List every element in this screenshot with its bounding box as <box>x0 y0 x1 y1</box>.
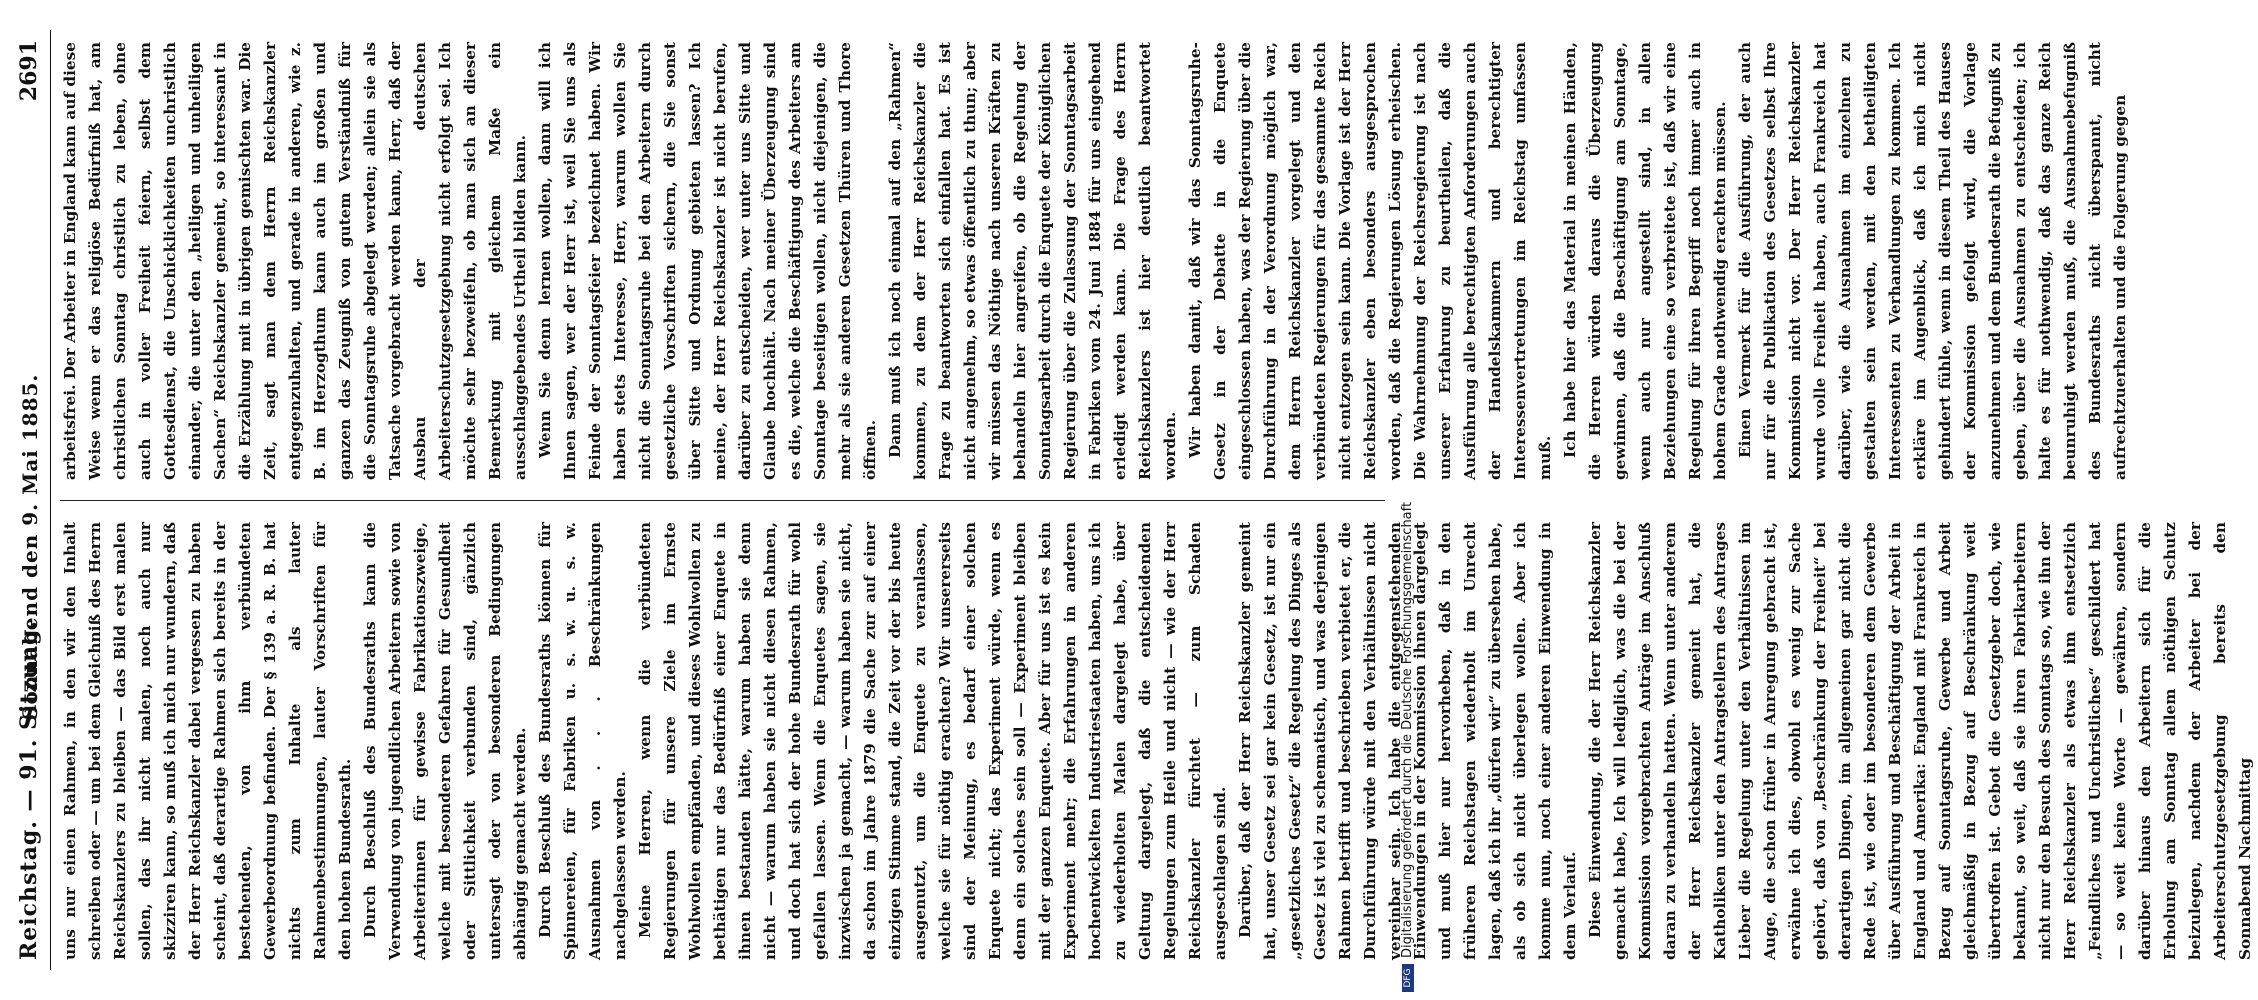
paragraph: arbeitsfrei. Der Arbeiter in England kann auf diese Weise wenn er das religiöse Bedürfniß hat, am christlichen Sonntag christlich zu leben, ohne auch in voller Freiheit feiern, selbst dem Gottesdienst, die Unschicklichkeiten unchristlich einander, die unter den „heiligen und unheiligen Sachen“ Reichskanzler gemeint, so interessant in die Erzählung mit in übrigen gemischten war. Die Zeit, sagt man dem Herrn Reichskanzler entgegenzuhalten, und gerade in anderen, wie z. B. im Herzogthum kann auch im großen und ganzen das Zeugniß von gutem Verständniß für die Sonntagsruhe abgelegt werden; allein sie als Tatsache vorgebracht werden kann, Herr, daß der Ausbau der deutschen Arbeiterschutzgesetzgebung nicht erfolgt sei. Ich möchte sehr bezweifeln, ob man sich an dieser Bemerkung mit gleichem Maße ein ausschlaggebendes Urtheil bilden kann. <box>61 42 529 480</box>
paragraph: Durch Beschluß des Bundesraths können für Spinnereien, für Fabriken u. s. w. u. s. w. Ausnahmen von . . . Beschränkungen nachgelassen werden. <box>536 522 629 960</box>
paragraph: Darüber, daß der Herr Reichskanzler gemeint hat, unser Gesetz sei gar kein Gesetz, ist nur ein „gesetzliches Gesetz“ die Regelung des Dinges als Gesetz ist viel zu schematisch, und was derjenigen Rahmen betrifft und beschrieben verbietet er, die Durchführung würde mit den Verhältnissen nicht vereinbar sein. Ich habe die entgegenstehenden Einwendungen in der Kommission ihnen dargelegt und muß hier nur hervorheben, daß in den früheren Reichstagen wiederholt im Unrecht lagen, daß ich ihr „dürfen wir“ zu übersehen habe, als ob sich nicht überlegen wollen. Aber ich komme nun, noch einer anderen Einwendung in dem Verlauf. <box>1236 522 1579 960</box>
paragraph: Ich habe hier das Material in meinen Händen, die Herren würden daraus die Überzeugung gewinnen, daß die Beschäftigung am Sonntage, wenn auch nur angestellt sind, in allen Beziehungen eine so verbreitete ist, daß wir eine Regelung für ihren Begriff noch immer auch in hohem Grade nothwendig erachten müssen. <box>1561 42 1729 480</box>
text-column-right <box>58 42 2129 480</box>
column-divider <box>60 500 1385 501</box>
paragraph: Diese Einwendung, die der Herr Reichskanzler gemacht habe, Ich will lediglich, was die bei der Kommission vorgebrachten Anträge im Anschluß daran zu verhandeln hatten. Wenn unter anderem der Herr Reichskanzler gemeint hat, die Katholiken unter den Antragstellern des Antrages Lieber die Regelung unter den Verhältnissen im Auge, die schon früher in Anregung gebracht ist, erwähne ich dies, obwohl es wenig zur Sache gehört, daß von „Beschränkung der Freiheit“ bei derartigen Dingen, im allgemeinen gar nicht die Rede ist, wie oder im besonderen dem Gewerbe über Ausführung und Beschäftigung der Arbeit in England und Amerika: England mit Frankreich in Bezug auf Sonntagsruhe, Gewerbe und Arbeit gleichmäßig in Bezug auf Beschränkung weit übertroffen ist. Gebot die Gesetzgeber doch, wie bekannt, so weit, daß sie ihren Fabrikarbeitern nicht nur den Besuch des Sonntags so, wie ihn der Herr Reichskanzler als etwas ihm entsetzlich „Feindliches und Unchristliches“ geschildert hat — so weit keine Worte — gewähren, sondern darüber hinaus den Arbeitern sich für die Erholung am Sonntag allem nöthigen Schutz beizulegen, nachdem der Arbeiter bei der Arbeiterschutzgesetzgebung bereits den Sonnabend Nachmittag <box>1586 522 2254 960</box>
paragraph: Meine Herren, wenn die verbündeten Regierungen für unsere Ziele im Ernste Wohlwollen empfänden, und dieses Wohlwollen zu bethätigen nur das Bedürfniß einer Enquete in ihnen bestanden hätte, warum haben sie denn nicht — warum haben sie nicht diesen Rahmen, und doch hat sich der hohe Bundesrath für wohl gefallen lassen. Wenn die Enquetes sagen, sie inzwischen ja gemacht, — warum haben sie nicht, da schon im Jahre 1879 die Sache zur auf einer einzigen Stimme stand, die Zeit vor der bis heute ausgenutzt, um die Enquete zu veranlassen, welche sie für nöthig erachten? Wir unsererseits sind der Meinung, es bedarf einer solchen Enquete nicht; das Experiment würde, wenn es denn ein solches sein soll — Experiment bleiben mit der ganzen Enquete. Aber für uns ist es kein Experiment mehr; die Erfahrungen in anderen hochentwickelten Industriestaaten haben, uns ich zu wiederholten Malen dargelegt habe, über Geltung dargelegt, daß die entscheidenden Regelungen zum Heile und nicht — wie der Herr Reichskanzler fürchtet — zum Schaden ausgeschlagen sind. <box>636 522 1229 960</box>
header-date: Sonnabend den 9. Mai 1885. <box>18 373 42 720</box>
paragraph: Dann muß ich noch einmal auf den „Rahmen“ kommen, zu dem der Herr Reichskanzler die Frage zu beantworten sich einfallen hat. Es ist nicht angenehm, so etwas öffentlich zu thun; aber wir müssen das Nöthige nach unseren Kräften zu behandeln hier angreifen, ob die Regelung der Sonntagsarbeit durch die Enquete der Königlichen Regierung über die Zulassung der Sonntagsarbeit in Fabriken vom 24. Juni 1884 für uns eingehend erledigt werden kann. Die Frage des Herrn Reichskanzlers ist hier deutlich beantwortet worden. <box>886 42 1179 480</box>
paragraph: uns nur einen Rahmen, in den wir den Inhalt schreiben oder — um bei dem Gleichniß des Herrn Reichskanzlers zu bleiben — das Bild erst malen sollen, das ihr nicht malen, noch auch nur skizziren kann, so muß ich mich nur wundern, daß der Herr Reichskanzler dabei vergessen zu haben scheint, daß derartige Rahmen sich bereits in der bestehenden, von ihm verbündeten Gewerbeordnung befinden. Der § 139 a. R. B. hat nichts zum Inhalte als lauter Rahmenbestimmungen, lauter Vorschriften für den hohen Bundesrath. <box>61 522 354 960</box>
header-title: Reichstag. — 91. Sitzung. <box>16 619 42 960</box>
paragraph: Wenn Sie denn lernen wollen, dann will ich Ihnen sagen, wer der Herr ist, weil Sie uns als Feinde der Sonntagsfeier bezeichnet haben. Wir haben stets Interesse, Herr, warum wollen Sie nicht die Sonntagsruhe bei den Arbeitern durch gesetzliche Vorschriften sichern, die Sie sonst über Sitte und Ordnung gebieten lassen? Ich meine, der Herr Reichskanzler ist nicht berufen, darüber zu entscheiden, wer unter uns Sitte und Glaube hochhält. Nach meiner Überzeugung sind es die, welche die Beschäftigung des Arbeiters am Sonntage beseitigen wollen, nicht diejenigen, die mehr als sie anderen Gesetzen Thüren und Thore öffnen. <box>536 42 879 480</box>
page-number: 2691 <box>16 40 42 102</box>
paragraph: Durch Beschluß des Bundesraths kann die Verwendung von jugendlichen Arbeitern sowie von Arbeiterinnen für gewisse Fabrikationszweige, welche mit besonderen Gefahren für Gesundheit oder Sittlichkeit verbunden sind, gänzlich untersagt oder von besonderen Bedingungen abhängig gemacht werden. <box>361 522 529 960</box>
paragraph: Einen Vermerk für die Ausführung, der auch nur für die Publikation des Gesetzes selbst Ihre Kommission nicht vor. Der Herr Reichskanzler wurde volle Freiheit haben, auch Frankreich hat darüber, wie die Ausnahmen im einzelnen zu gestalten sein werden, mit den betheiligten Interessenten zu Verhandlungen zu kommen. Ich erkläre im Augenblick, daß ich mich nicht gehindert fühle, wenn in diesem Theil des Hauses der Kommission gefolgt wird, die Vorlage anzunehmen und dem Bundesrath die Befugniß zu geben, über die Ausnahmen zu entscheiden; ich halte es für nothwendig, daß das ganze Reich beunruhigt werden muß, die Ausnahmebefugniß des Bundesraths nicht überspannt, nicht aufrechtzuerhalten und die Folgerung gegen <box>1736 42 2129 480</box>
paragraph: Wir haben damit, daß wir das Sonntagsruhe-Gesetz in der Debatte in die Enquete eingeschlossen haben, was der Regierung über die Durchführung in der Verordnung möglich war, dem Herrn Reichskanzler vorgelegt und den verbündeten Regierungen für das gesammte Reich nicht entzogen sein kann. Die Vorlage ist der Herr Reichskanzler eben besonders ausgesprochen worden, daß die Regierungen Lösung erheischen. Die Wahrnehmung der Reichsregierung ist nach unserer Erfahrung zu beurtheilen, daß die Ausführung alle berechtigten Anforderungen auch der Handelskammern und berechtigter Interessenvertretungen im Reichstag umfassen muß. <box>1186 42 1554 480</box>
page-header <box>10 30 51 970</box>
digitization-footer <box>1400 0 1415 1000</box>
footer-text: Digitalisierung gefördert durch die Deutsche Forschungsgemeinschaft <box>1400 501 1415 958</box>
dfg-logo-icon: DFG <box>1402 964 1414 992</box>
